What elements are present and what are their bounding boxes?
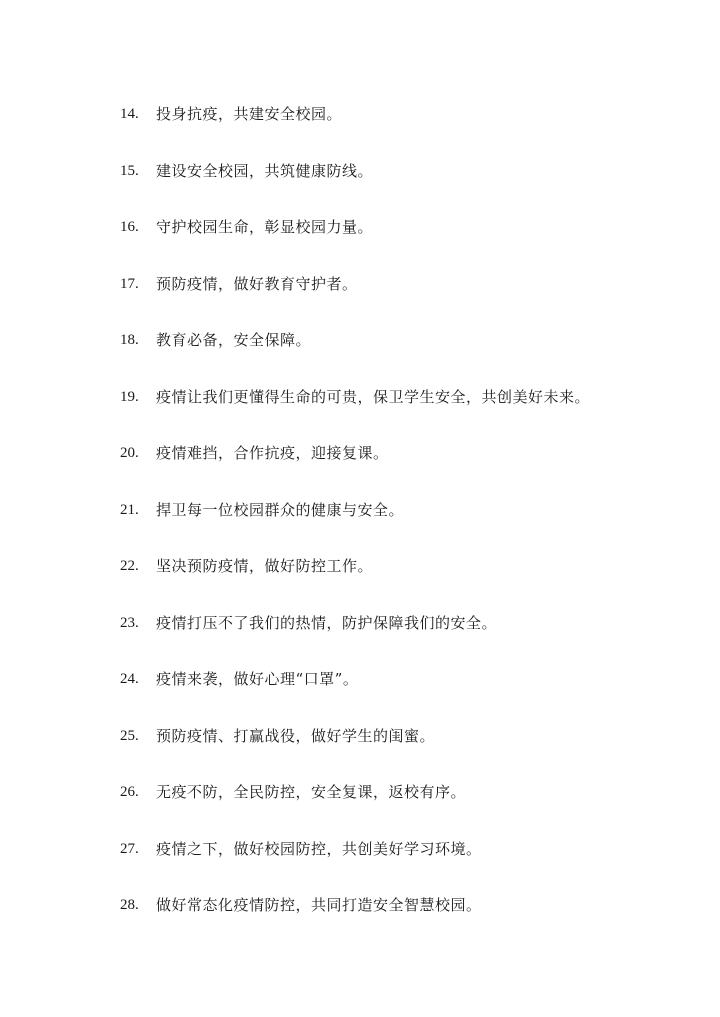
list-item (120, 595, 700, 652)
list-item (120, 482, 700, 539)
item-number: 19. (120, 388, 139, 405)
list-item (120, 143, 700, 200)
item-text: 疫情之下，做好校园防控，共创美好学习环境。 (156, 839, 482, 858)
list-item (120, 86, 700, 143)
list-item (120, 708, 700, 765)
item-number: 21. (120, 501, 139, 518)
list-item (120, 425, 700, 482)
item-text: 守护校园生命，彰显校园力量。 (156, 218, 374, 237)
list-item (120, 312, 700, 369)
item-number: 27. (120, 840, 139, 857)
item-number: 24. (120, 671, 139, 688)
item-number: 26. (120, 784, 139, 801)
item-number: 14. (120, 106, 139, 123)
list-item (120, 821, 700, 878)
item-text: 捍卫每一位校园群众的健康与安全。 (156, 500, 405, 519)
slogan-list (120, 86, 700, 934)
item-number: 22. (120, 558, 139, 575)
list-item (120, 764, 700, 821)
item-number: 20. (120, 445, 139, 462)
list-item (120, 256, 700, 313)
item-number: 25. (120, 727, 139, 744)
list-item (120, 877, 700, 934)
item-text: 教育必备，安全保障。 (156, 331, 312, 350)
list-item (120, 651, 700, 708)
item-number: 18. (120, 332, 139, 349)
item-number: 15. (120, 162, 139, 179)
list-item (120, 199, 700, 256)
item-text: 预防疫情，做好教育守护者。 (156, 274, 358, 293)
list-item (120, 538, 700, 595)
list-item (120, 369, 700, 426)
item-number: 17. (120, 275, 139, 292)
item-text: 疫情让我们更懂得生命的可贵，保卫学生安全，共创美好未来。 (156, 387, 591, 406)
item-text: 做好常态化疫情防控，共同打造安全智慧校园。 (156, 896, 482, 915)
item-text: 预防疫情、打赢战役，做好学生的闺蜜。 (156, 726, 436, 745)
item-text: 疫情打压不了我们的热情，防护保障我们的安全。 (156, 613, 498, 632)
item-text: 坚决预防疫情，做好防控工作。 (156, 557, 374, 576)
item-number: 28. (120, 897, 139, 914)
item-number: 23. (120, 614, 139, 631)
item-text: 疫情难挡，合作抗疫，迎接复课。 (156, 444, 389, 463)
item-text: 建设安全校园，共筑健康防线。 (156, 161, 374, 180)
item-text: 疫情来袭，做好心理“口罩”。 (156, 670, 359, 689)
item-text: 投身抗疫，共建安全校园。 (156, 105, 343, 124)
item-text: 无疫不防，全民防控，安全复课，返校有序。 (156, 783, 467, 802)
item-number: 16. (120, 219, 139, 236)
